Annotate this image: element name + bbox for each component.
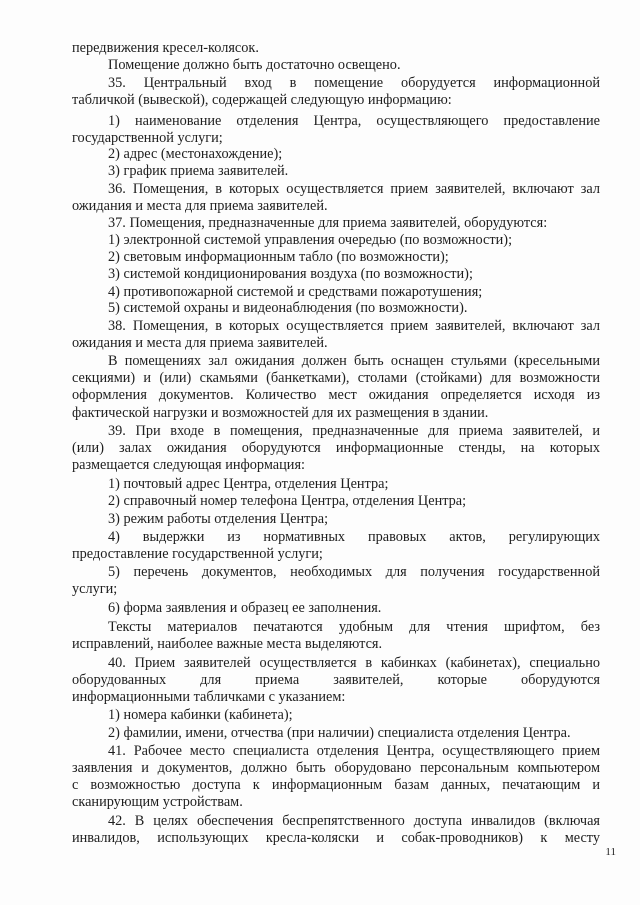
list-item: 1) электронной системой управления очередью (по возможности); xyxy=(108,232,513,248)
text-line: передвижения кресел-колясок. xyxy=(72,40,259,56)
text-line: государственной услуги; xyxy=(72,130,223,146)
page-number: 11 xyxy=(605,846,616,858)
list-item: 4) выдержки из нормативных правовых актов, регулирующих xyxy=(108,529,600,545)
text-line: услуги; xyxy=(72,581,118,597)
text-line: В помещениях зал ожидания должен быть оснащен стульями (кресельными xyxy=(108,353,600,369)
text-line: 38. Помещения, в которых осуществляется прием заявителей, включают зал xyxy=(108,318,600,334)
text-line: 40. Прием заявителей осуществляется в кабинках (кабинетах), специально xyxy=(108,655,600,671)
text-line: 37. Помещения, предназначенные для приема заявителей, оборудуются: xyxy=(108,215,548,231)
text-line: оформления документов. Количество мест ожидания определяется исходя из xyxy=(72,387,600,403)
list-item: 5) перечень документов, необходимых для получения государственной xyxy=(108,564,600,580)
list-item: 1) номера кабинки (кабинета); xyxy=(108,707,293,723)
text-line: 35. Центральный вход в помещение оборудуется информационной xyxy=(108,75,600,91)
list-item: 3) график приема заявителей. xyxy=(108,163,289,179)
text-line: оборудованных для приема заявителей, которые оборудуются xyxy=(72,672,600,688)
text-line: Тексты материалов печатаются удобным для чтения шрифтом, без xyxy=(108,619,600,635)
text-line: размещается следующая информация: xyxy=(72,457,305,473)
text-line: ожидания и места для приема заявителей. xyxy=(72,198,328,214)
list-item: 6) форма заявления и образец ее заполнения. xyxy=(108,600,382,616)
list-item: 2) фамилии, имени, отчества (при наличии) специалиста отделения Центра. xyxy=(108,725,571,741)
text-line: 42. В целях обеспечения беспрепятственного доступа инвалидов (включая xyxy=(108,813,600,829)
text-line: ожидания и места для приема заявителей. xyxy=(72,335,328,351)
text-line: секциями) и (или) скамьями (банкетками), столами (стойками) для возможности xyxy=(72,370,600,386)
text-line: инвалидов, использующих кресла-коляски и собак-проводников) к месту xyxy=(72,830,600,846)
list-item: 2) световым информационным табло (по возможности); xyxy=(108,249,449,265)
text-line: заявления и документов, должно быть оборудовано персональным компьютером xyxy=(72,760,600,776)
text-line: 1) наименование отделения Центра, осуществляющего предоставление xyxy=(108,113,600,129)
text-line: 39. При входе в помещения, предназначенные для приема заявителей, и xyxy=(108,423,600,439)
text-line: с возможностью доступа к информационным базам данных, печатающим и xyxy=(72,777,600,793)
text-line: 36. Помещения, в которых осуществляется прием заявителей, включают зал xyxy=(108,181,600,197)
list-item: 3) системой кондиционирования воздуха (по возможности); xyxy=(108,266,473,282)
text-line: табличкой (вывеской), содержащей следующую информацию: xyxy=(72,92,452,108)
list-item: 3) режим работы отделения Центра; xyxy=(108,511,329,527)
text-line: Помещение должно быть достаточно освещено. xyxy=(108,57,401,73)
list-item: 4) противопожарной системой и средствами пожаротушения; xyxy=(108,284,483,300)
list-item: 2) справочный номер телефона Центра, отделения Центра; xyxy=(108,493,467,509)
text-line: фактической нагрузки и возможностей для их размещения в здании. xyxy=(72,405,489,421)
text-line: исправлений, наиболее важные места выделяются. xyxy=(72,636,383,652)
list-item: 1) почтовый адрес Центра, отделения Центра; xyxy=(108,476,389,492)
text-line: предоставление государственной услуги; xyxy=(72,546,323,562)
text-line: 41. Рабочее место специалиста отделения Центра, осуществляющего прием xyxy=(108,743,600,759)
list-item: 5) системой охраны и видеонаблюдения (по возможности). xyxy=(108,300,468,316)
text-line: сканирующим устройствам. xyxy=(72,794,243,810)
list-item: 2) адрес (местонахождение); xyxy=(108,146,283,162)
text-line: (или) залах ожидания оборудуются информационные стенды, на которых xyxy=(72,440,600,456)
text-line: информационными табличками с указанием: xyxy=(72,689,346,705)
